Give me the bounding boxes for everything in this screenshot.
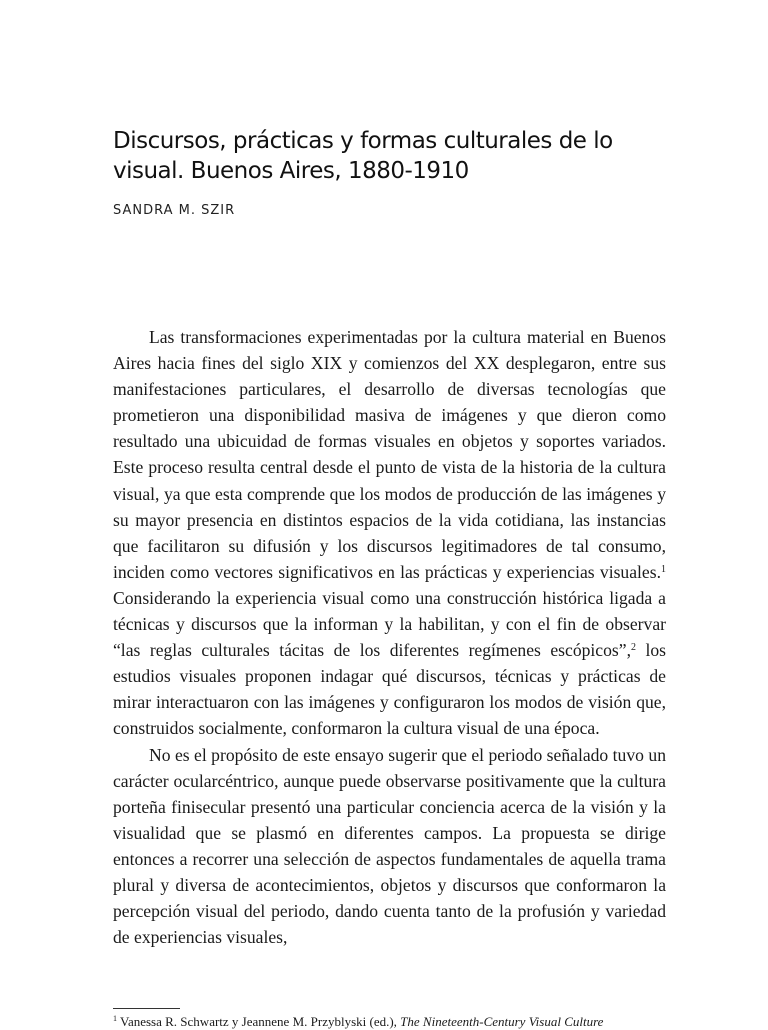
footnote-text: Vanessa R. Schwartz y Jeannene M. Przyblyski (ed.), xyxy=(117,1014,401,1029)
footnote-book-title: The Nineteenth-Century Visual Culture xyxy=(400,1014,604,1029)
paragraph-1-part-b: Considerando la experiencia visual como una construcción histórica ligada a técnicas y discursos que la informan y la habilitan, y con el fin de observar “las reglas culturales tácitas de los diferentes regímenes escópicos”, xyxy=(113,587,666,661)
body-paragraph-1 xyxy=(113,324,666,742)
article-body xyxy=(113,324,666,950)
paragraph-1-part-a: Las transformaciones experimentadas por la cultura material en Buenos Aires hacia fines del siglo XIX y comienzos del XX desplegaron, entre sus manifestaciones particulares, el desarrollo de diversas tecnologías que prometieron una disponibilidad masiva de imágenes y que dieron como resultado una ubicuidad de formas visuales en objetos y soportes variados. Este proceso resulta central desde el punto de vista de la historia de la cultura visual, ya que esta comprende que los modos de producción de las imágenes y su mayor presencia en distintos espacios de la vida cotidiana, las instancias que facilitaron su difusión y los discursos legitimadores de tal consumo, inciden como vectores significativos en las prácticas y experiencias visuales. xyxy=(113,327,666,582)
footnote-ref-1: 1 xyxy=(661,563,666,575)
footnote-ref-2: 2 xyxy=(630,642,636,654)
footnote-1 xyxy=(113,1014,666,1030)
footnote-number: 1 xyxy=(113,1014,117,1023)
footnote-divider xyxy=(113,1008,180,1009)
article-author: SANDRA M. SZIR xyxy=(113,203,236,218)
body-paragraph-2: No es el propósito de este ensayo sugerir que el periodo señalado tuvo un carácter ocularcéntrico, aunque puede observarse positivamente que la cultura porteña finisecular presentó una particular conciencia acerca de la visión y la visualidad que se plasmó en diferentes campos. La propuesta se dirige entonces a recorrer una selección de aspectos fundamentales de aquella trama plural y diversa de acontecimientos, objetos y discursos que conformaron la percepción visual del periodo, dando cuenta tanto de la profusión y variedad de experiencias visuales, xyxy=(113,744,666,948)
article-title: Discursos, prácticas y formas culturales de lo visual. Buenos Aires, 1880-1910 xyxy=(113,128,613,184)
article-page xyxy=(113,0,666,1029)
paragraph-1-part-c: los estudios visuales proponen indagar qué discursos, técnicas y prácticas de mirar interactuaron con las imágenes y configuraron los modos de visión que, construidos socialmente, conformaron la cultura visual de una época. xyxy=(113,640,666,739)
